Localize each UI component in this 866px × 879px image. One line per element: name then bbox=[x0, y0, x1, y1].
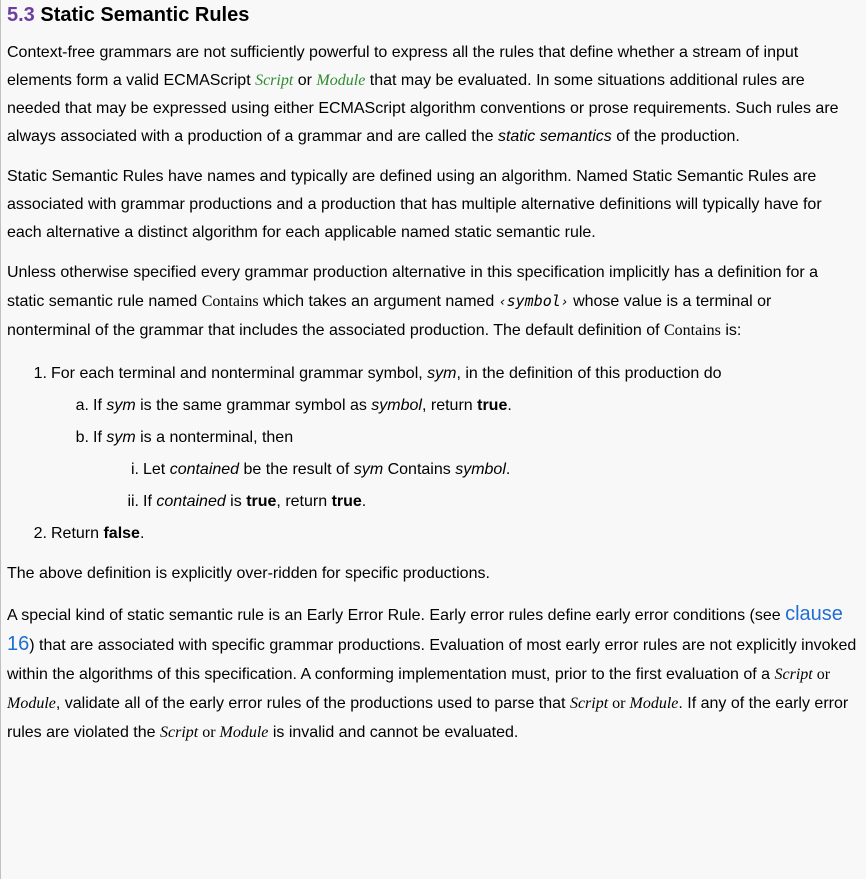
text: If bbox=[143, 493, 157, 510]
step-marker: ii. bbox=[127, 493, 139, 510]
text: which takes an argument named bbox=[258, 293, 499, 310]
text: of the production. bbox=[611, 128, 740, 145]
algo-step-1bii bbox=[7, 486, 858, 518]
chevron-left: ‹ bbox=[498, 295, 507, 310]
text: Let bbox=[143, 461, 170, 478]
var-symbol: symbol bbox=[455, 461, 506, 478]
step-marker: a. bbox=[75, 397, 89, 414]
text: , validate all of the early error rules of the productions used to parse that bbox=[55, 695, 570, 712]
nonterminal-script[interactable]: Script bbox=[774, 666, 813, 683]
var-symbol: symbol bbox=[371, 397, 422, 414]
nonterminal-module[interactable]: Module bbox=[629, 695, 679, 712]
text: is: bbox=[720, 322, 742, 339]
nonterminal-script[interactable]: Script bbox=[569, 695, 609, 712]
algo-step-1b bbox=[7, 422, 858, 454]
text: . bbox=[505, 461, 511, 478]
spec-page bbox=[1, 0, 866, 747]
algo-step-1bi bbox=[7, 454, 858, 486]
algo-step-1 bbox=[7, 358, 858, 390]
algo-step-1a bbox=[7, 390, 858, 422]
keyword-true: true bbox=[246, 493, 277, 510]
step-marker: i. bbox=[131, 461, 139, 478]
keyword-true: true bbox=[331, 493, 362, 510]
paragraph-5 bbox=[7, 600, 858, 747]
symbol-param bbox=[499, 292, 569, 310]
text: Return bbox=[51, 525, 104, 542]
step-marker: 1. bbox=[33, 365, 47, 382]
nonterminal-module[interactable]: Module bbox=[219, 724, 269, 741]
text: is bbox=[225, 493, 247, 510]
text: or bbox=[198, 724, 220, 741]
keyword-true: true bbox=[477, 397, 508, 414]
text: Unless otherwise specified every grammar production alternative in this specification implicitly has a definition for a static semantic rule named bbox=[7, 264, 819, 310]
contains-op[interactable]: Contains bbox=[663, 322, 721, 339]
text: , return bbox=[421, 397, 478, 414]
text: A special kind of static semantic rule is an Early Error Rule. Early error rules define early error conditions (see bbox=[7, 607, 786, 624]
nonterminal-script[interactable]: Script bbox=[159, 724, 199, 741]
contains-op[interactable]: Contains bbox=[201, 293, 259, 310]
text: , return bbox=[276, 493, 332, 510]
paragraph-3 bbox=[7, 259, 858, 345]
var-contained: contained bbox=[156, 493, 226, 510]
text: . If any of the early error rules are violated the bbox=[7, 695, 849, 741]
param-name: symbol bbox=[506, 292, 561, 310]
text: , in the definition of this production do bbox=[456, 365, 722, 382]
text: whose value is a terminal or nonterminal of the grammar that includes the associated production. The default definition of bbox=[7, 293, 772, 339]
section-number[interactable]: 5.3 bbox=[7, 4, 35, 26]
paragraph-1 bbox=[7, 39, 858, 151]
algorithm-list bbox=[7, 358, 858, 550]
text: If bbox=[93, 429, 107, 446]
var-sym: sym bbox=[427, 365, 457, 382]
text: . bbox=[507, 397, 512, 414]
section-title: Static Semantic Rules bbox=[40, 4, 250, 26]
text: Contains bbox=[383, 461, 456, 478]
text: that may be evaluated. In some situations additional rules are needed that may be expressed using either ECMAScript algorithm conventions or prose requirements. Such rules are always associated with a production of a grammar and are called the bbox=[7, 72, 839, 145]
step-marker: b. bbox=[75, 429, 89, 446]
text: be the result of bbox=[239, 461, 354, 478]
paragraph-2: Static Semantic Rules have names and typically are defined using an algorithm. Named Static Semantic Rules are associated with grammar productions and a production that has multiple alternative definitions will typically have for each alternative a distinct algorithm for each applicable named static semantic rule. bbox=[7, 168, 822, 241]
text: is invalid and cannot be evaluated. bbox=[268, 724, 519, 741]
text: or bbox=[812, 666, 831, 683]
var-sym: sym bbox=[353, 461, 384, 478]
text: is the same grammar symbol as bbox=[135, 397, 372, 414]
chevron-right: › bbox=[560, 295, 569, 310]
text: . bbox=[361, 493, 367, 510]
text: . bbox=[139, 525, 145, 542]
text: or bbox=[608, 695, 630, 712]
static-semantics-term: static semantics bbox=[497, 128, 612, 145]
var-sym: sym bbox=[106, 397, 136, 414]
clause-16-link[interactable]: clause 16 bbox=[7, 603, 843, 655]
text: Context-free grammars are not sufficiently powerful to express all the rules that define whether a stream of input elements form a valid ECMAScript bbox=[7, 44, 799, 89]
text: For each terminal and nonterminal grammar symbol, bbox=[51, 365, 428, 382]
text: ) that are associated with specific grammar productions. Evaluation of most early error rules are not explicitly invoked within the algorithms of this specification. A conforming implementation must, prior to the first evaluation of a bbox=[7, 637, 857, 683]
algo-step-2 bbox=[7, 518, 858, 550]
keyword-false: false bbox=[103, 525, 140, 542]
step-marker: 2. bbox=[33, 525, 47, 542]
nonterminal-module-link[interactable]: Module bbox=[316, 72, 366, 89]
var-contained: contained bbox=[169, 461, 240, 478]
nonterminal-module[interactable]: Module bbox=[7, 695, 56, 712]
text: If bbox=[93, 397, 107, 414]
section-heading bbox=[7, 0, 858, 28]
var-sym: sym bbox=[106, 429, 136, 446]
nonterminal-script-link[interactable]: Script bbox=[255, 72, 294, 89]
text: is a nonterminal, then bbox=[135, 429, 294, 446]
text: or bbox=[293, 72, 317, 89]
paragraph-4: The above definition is explicitly over-ridden for specific productions. bbox=[7, 565, 490, 582]
